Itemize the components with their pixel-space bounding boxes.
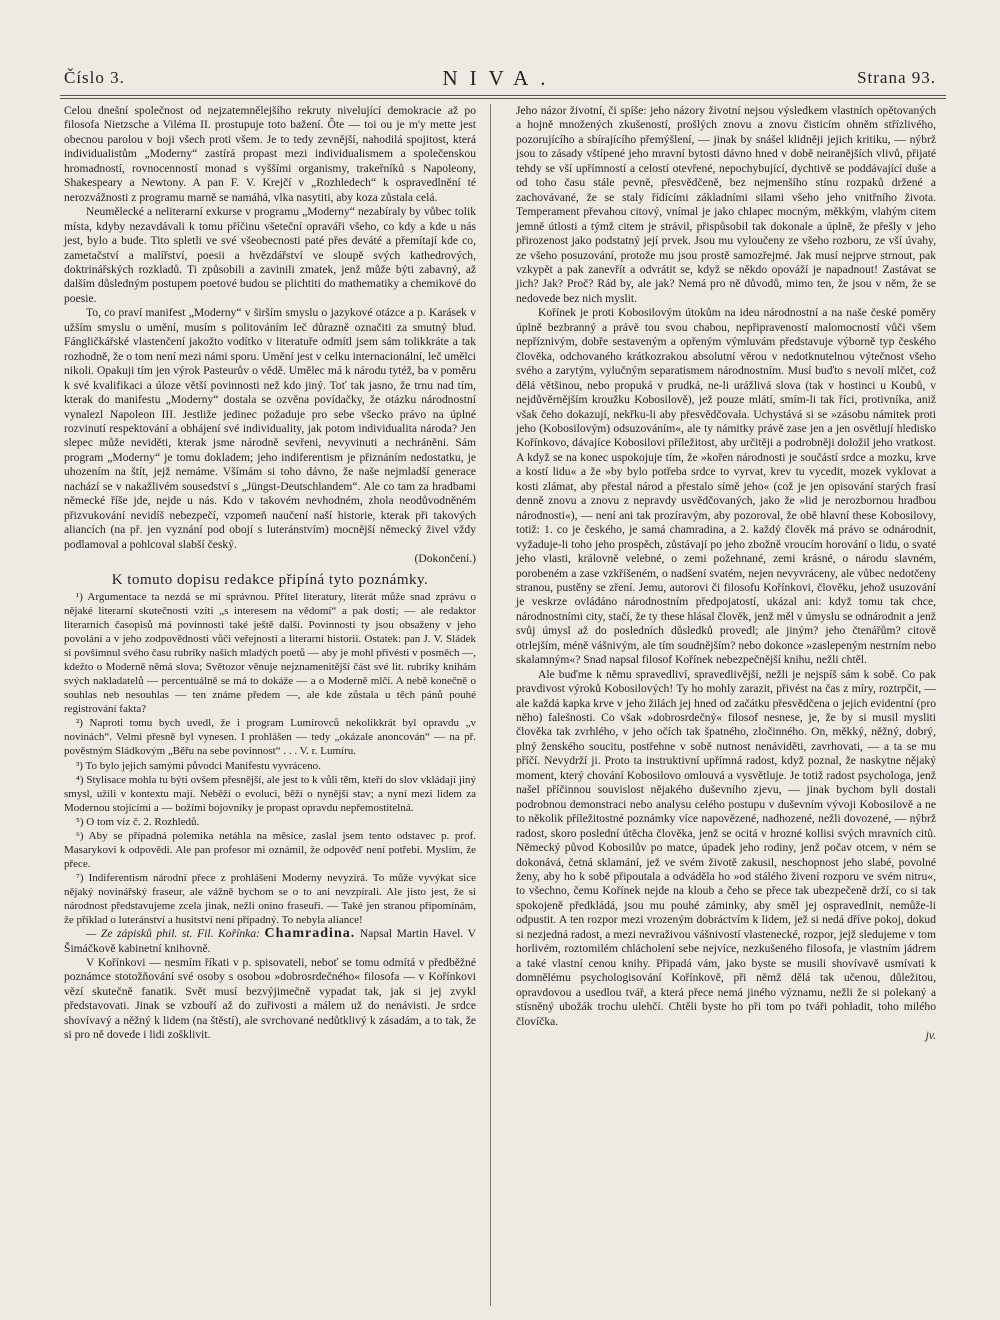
header-rule-bottom <box>60 98 946 99</box>
editorial-notes <box>64 590 476 927</box>
issue-number: Číslo 3. <box>64 68 125 87</box>
note-item: ⁵) O tom viz č. 2. Rozhledů. <box>76 815 200 828</box>
review-paragraph: V Kořínkovi — nesmím říkati v p. spisovateli, neboť se tomu odmítá v předběžné poznámce stotožňování své osoby s osobou »dobrosrdečného« filosofa — v Kořínkovi vězí skutečně fanatik. Svět musí bezvýjimečně vypadat tak, jak si jej zvykl představovati. Jinak se vzbouří až do zuřivosti a málem už do nenávisti. Je srdce shovívavý a něžný k lidem (na štěstí), ale svrchované nedůtklivý k zásadám, a to tak, že si pro ně dovede i lidi zošklivit. <box>64 955 476 1042</box>
review-paragraph: Kořínek je proti Kobosilovým útokům na ideu národnostní a na naše české poměry úplně bezbranný a právě tou svou chabou, nepřipraveností malomocností vůči všem nepříznivým, dobře sestaveným a opřeným výmluvám představuje výborně typ českého člověka, odchovaného krátkozrakou absolutní věrou v nedotknutelnou výtečnost všeho svého a zarytým, vylučným separatismem národnostním. Musí buďto s nevolí mlčet, což dělá většinou, nebo propuká v prudká, ne-li urážlivá slova (tak v hostinci u Koubů, v nejdůvěrnějším kroužku Kobosilově), jež pouze mlátí, smím-li tak říci, protivníka, aniž však čeho dokazují, nekřku-li aby přesvědčovala. Uchystává si se »zásobu námitek proti jeho (Kobosilovým) odsuzováním«, ale ty námitky právě zase jen a jen osvětlují hledisko Kořínkovo, dávajíce Kobosilovi příležitost, aby určitěji a podrobněji doložil jeho vratkost. A když se na konec uspokojuje tím, že »kořen národnosti je součástí srdce a mozku, krve a kostí lidu« a že »by bylo potřeba srdce to vyrvat, krev tu vycedit, mozek vyklovat a kosti zlámat, aby přestal národ a přestalo símě jeho« (což je jen opisování starých frasí denně znovu a znovu z nepravdy usvědčovaných, jako že »lid je nerozbornou hradbou národnosti«), — není ani tak prozíravým, aby pozoroval, že obě hlavní these Kobosilovy, totiž: 1. co je českého, je samá chamradina, a 2. každý člověk má právo se odnárodnit, vyžaduje-li toho jeho prospěch, zůstávají po jeho zbožně vroucím horování o lidu, o svaté jeho vlasti, královně velebné, o zemi požehnané, zemi krásné, o národu slavném, porobeném a zase vzkříšeném, o nadšení svatém, nejen nevyvráceny, ale vůbec nedotčeny stranou, pustěny se zření. Jemu, autorovi či filosofu Kořínkovi, člověku, jehož usuzování je veskrze ovládáno národnostním předpojatostí, ukázal ani: když tomu tak chce, národnostními city, stačí, že ty these hlásal člověk, jenž měl v úmyslu se odnárodnit a jenž svůj úmysl až do posledních důsledků provedl; ale jiným? jeho čtenářům? citově otrlejším, méně vášnivým, ale tím soudnějším? nebo dokonce »zaslepeným nestrním nebo skalamným«? Snad napsal filosof Kořínek nebezpečnější knihu, nežli chtěl. <box>516 306 936 667</box>
column-divider <box>490 104 491 1306</box>
periodical-title: NIVA. <box>442 66 558 90</box>
left-column <box>64 104 476 1043</box>
review-paragraph: Ale buďme k němu spravedliví, spravedlivější, nežli je nejspíš sám k sobě. Co pak pravdivost výroků Kobosilových! Ty ho mohly zarazit, přivést na čas z míry, roztrpčit, — ale každá kapka krve v jeho žilách jej hned od začátku přesvědčena o jejich evidentní (pro něho) falešnosti. Co však »dobrosrdečný« filosof nesnese, je, že by si musil mysliti člověka tak zvrhlého, v jeho očích tak špatného, zločinného. On, měkký, něžný, dobrý, plný ženského soucitu, postřehne v sobě nutnost nenáviděti, zavrhovati, — a ta se mu příčí. Nevydrží ji. Proto ta instruktivní upřímná radost, když poznal, že naskytne nějaký moment, který chování Kobosilovo omlouvá a vysvětluje. Je totiž radost psychologa, jenž našel příčinnou souvislost nějakého duševního zjevu, — jinak bychom byli dostali podrobnou demonstraci nebo analysu celého postupu v duševním vývoji Kobosilově a ne to několik příležitostné poznámky více napovězené, nadhozené, nežli dovozené, — nýbrž radost, skoro poslední útěcha člověka, jenž se ocitá v hrozné kollisi svých mravních citů. Německý původ Kobosilův po matce, úpadek jeho rodiny, jenž počav otcem, v ném se dokonává, četná sklamání, jež ve svém životě zakusil, neschopnost jeho slabé, povolné ženy, aby ho k sobě připoutala a odváděla ho »od stálého živení rozporu ve svém nitru«, to všechno, čemu Kořínek nejde na kloub a čeho se přece tak ubezpečeně drží, co si tak spokojeně předkládá, jsou mu pouhé záminky, aby směl jej ospravedlnit, nemůže-li odpustit. A ten rozpor mezi vrozeným dobráctvím k lidem, jež si nedá dříve pokoj, dokud si nezjedná radost, a mezi nevraživou vášnivostí vlastenecké, rozpor, jejž sledujeme v tom horlivém, roztomilém chlácholení sebe nejvíce, nezkušeného filosofa, je vlastním jádrem a také vlastní cenou knihy. Připadá vám, jako byste se musili shovívavě usmívati k domnělému psychologisování Kořínkově, při němž dělá tak učenou, důležitou, opravdovou a usedlou tvář, a která přece nemá jiného významu, nežli že si polekaný a stísněný ubožák trochu ulehčí. Chtěli byste ho při tom po tváři pohladit, toho milého človíčka. <box>516 667 936 1028</box>
editorial-heading: K tomuto dopisu redakce připíná tyto poznámky. <box>111 571 429 588</box>
article-paragraph: To, co praví manifest „Moderny“ v širším smyslu o jazykové otázce a p. Karásek v užším smyslu o umění, musím s politováním leč důrazně označiti za smutný blud. Fángličkářské vlastenčení jakožto vodítko v literatuře odmítl jsem sám tolikkráte a tak rozhodně, že o tom není mezi námi sporu. Umění jest v celku internacionální, leč umělci nikoli. Opakuji tím jen výrok Pasteurův o vědě. Umělec má k národu tytéž, ba v poměru k své kvalifikaci a úloze větší povinnosti než kdo jiný. Toť tak jasno, že trnu nad tím, kterak do manifestu „Moderny“ dostala se ozvěna povídačky, že otázku národnostní vynalezl Napoleon III. Jestliže jedinec požaduje pro sebe všecko právo na úplné rozvinutí respektování a obhájení své individuality, jak potom individualita národa? Jen slepec může neviděti, kterak jsme národně sevřeni, nevyvinuti a nechráněni. Sám program „Moderny“ je tomu dokladem; jeho indiferentism je přiznáním nedostatku, je uhozením na štít, jejž nemáme. Všímám si toho dávno, že naše nejmladší generace nachází se v nakažlivém sousedství s „Jüngst-Deutschlandem“. Ale co tam za hradbami německé říše jde, nejde u nás. Kdo v takovém nevhodném, zhola neodůvodněném přizvukování nevidíš nebezpečí, vzpomeň naučení naší historie, kterak při takových aliancích (na př. jen vyznání pod obojí s luteránstvím) mocnější německý živel vždy podlamoval a pohlcoval slabší český. <box>64 306 476 551</box>
note-item: ²) Naproti tomu bych uvedl, že i program Lumírovců nekolikkrát byl opravdu „v novinách“. Velmi přesně byl vynesen. I prohlášen — tedy „okázale anoncován“ — na př. pověstným Sládkovým „Běřu na sebe povinnost“ . . . V. r. Lumíru. <box>64 717 476 758</box>
article-paragraph: Celou dnešní společnost od nejzatemnělejšího rekruty nivelující demokracie až po filosofa Nietzsche a Viléma II. prostupuje toto bažení. Ôte — toi ou je m'y mette jest obecnou parolou v boji všech proti všem. Je to tedy zevnější, nahodilá spojitost, která individualistům „Moderny“ zastírá propast mezi individualismem a společenskou hromadností, rovnocenností monad s vyššími organismy, trakeřníků s Napoleony, Shakespeary a Newtony. A pan F. V. Krejčí v „Rozhledech“ k ospravedlnění té nerozvážnosti z programu marně se namáhá, vlka nasytiti, aby koza zůstala celá. <box>64 104 476 204</box>
note-item: ⁷) Indiferentism národní přece z prohlášení Moderny nevyzírá. To může vyvýkat sice nějaký novinářský fraseur, ale vážně bychom se o to ani nevzpírali. Ale jisto jest, že si národnost představujeme zcela jinak, nežli onino fraseuři. — Také jen stranou připomínám, že příklad o luteránství a husitství není případný. To nebyla aliance! <box>64 871 476 927</box>
author-signature: jv. <box>925 1029 936 1042</box>
review-paragraph: Jeho názor životní, či spíše: jeho názory životní nejsou výsledkem vlastních opětovaných a hojně množených zkušeností, prošlých znovu a znovu čisticím ohněm střízlivého, pozorujícího a sbírajícího přemýšlení, — jinak by snášel klidněji jejich kritiku, — nýbrž jsou to zásady vštípené jeho mravní bytosti dávno hned v době neiranějších vlivů, přijaté tehdy se vší upřímností a celostí otevřené, nepochybující, dychtivě se poddávající duše a od toho času stále pevně, přesvědčeně, bez nejmenšího stínu rozpaků držené a zachovávané, že se staly řídícími základními silami všeho jeho vnitřního života. Temperament převahou citový, vnímal je jako chlapec mocným, měkkým, vlahým citem jemně útlosti a týmž citem je strávil, přispůsobil tak dokonale a úplně, že přešly v jeho přirozenost jako podstatný její prvek. Jsou mu vyloučeny ze všeho rozboru, ze vší úvahy, ze všeho posuzování, protože mu jsou prostě samozřejmé. Jak musí nejprve strnout, pak vzkypět a pak zanevřít a odvrátit se, když se někdo opováží je napadnout! Zastávat se jich? Jak? Proč? Rád by, ale jak? Nemá pro ně důvodů, mimo ten, že jsou v něm, že se nedovede bez nich myslit. <box>516 104 936 305</box>
note-item: ⁶) Aby se případná polemika netáhla na měsíce, zaslal jsem tento odstavec p. prof. Masarykovi k odpovědi. Ale pan profesor mi oznámil, že odpověď není potřebí. Myslím, že přece. <box>64 829 476 870</box>
note-item: ³) To bylo jejich samými původci Manifestu vyvráceno. <box>76 759 321 772</box>
continuation-mark: (Dokončení.) <box>414 552 476 566</box>
review-heading <box>64 927 476 956</box>
page-header <box>60 66 940 94</box>
note-item: ⁴) Stylisace mohla tu býti ovšem přesnější, ale jest to k vůli těm, kteří do slov vkládají jiný smysl, užili v kontextu mají. Neběží o evoluci, běží o nynější stav; a nyní mezi lidem za Modernou stojícími a — božími bojovníky je propast opravdu nepřemostitelná. <box>64 773 476 814</box>
right-column <box>516 104 936 1043</box>
page-number: Strana 93. <box>857 68 936 87</box>
note-item: ¹) Argumentace ta nezdá se mi správnou. Přítel literatury, literát může snad zprávu o nějaké literarní skutečnosti vzíti „s interesem na vědomí“ a pak dosti; — ale redaktor literarních časopisů má povinnosti také ještě další. Povinnosti ty jsou obsaženy v jeho povolání a v jeho zodpovědnosti vůči veřejnosti a literarní historii. Ostatek: pan J. V. Sládek si povšimnul svého času rubriky našich mladých poetů — aby je mohl přivésti v posměch —, kdežto o Moderně němá slova; Světozor věnuje nejznamenitější část své lit. rubriky knihám svých nakladatelů — percentuálně se má to dokáže — a o Moderně mlčí. A nebě konečně o souhlas neb nesouhlas — ten známe předem —, ale kde zůstala u těch pánů pouhé registrování fakta? <box>64 590 476 716</box>
header-rule-top <box>60 95 946 96</box>
article-paragraph: Neumělecké a neliterarní exkurse v programu „Moderny“ nezabíraly by vůbec tolik místa, kdyby nezavdávali k tomu příčinu všeteční opraváři všeho, co kdy a kde u nás jest, bylo a bude. Tito spletli ve své všeobecnosti paté přes deváté a přemítají kde co, zametačství a malířství, poesii a hvězdářství ve sloupě svých kathedrových, doktrinářských rozkladů. Ti způsobili a zavinili zmatek, jenž může býti zabavný, až dalším důsledným postupem poetové budou se plichtiti do mathematiky a chemikové do poesie. <box>64 205 476 305</box>
review-book-info: Napsal Martin Havel. V Šimáčkově kabinetní knihovně. <box>64 927 476 955</box>
review-book-title: Chamradina. <box>264 926 356 942</box>
review-source: — Ze zápisků phil. st. Fil. Kořínka: <box>86 927 260 941</box>
